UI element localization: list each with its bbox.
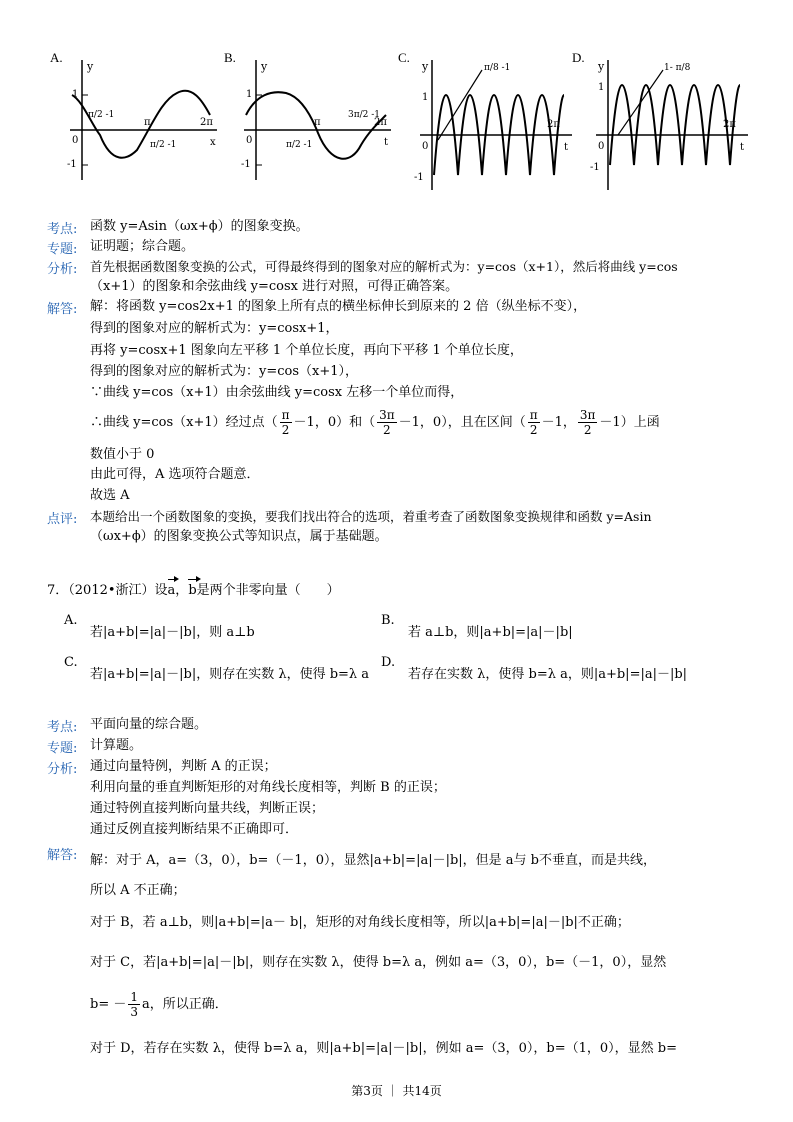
x-axis-label: t — [740, 142, 745, 153]
tick-2pi: 2π — [200, 117, 213, 128]
y-axis-label: y — [261, 60, 268, 73]
q7-option-d-text: 若存在实数 λ，使得 b=λ a，则|a+b|=|a|－|b| — [408, 667, 688, 682]
text-seg: －1 — [541, 415, 563, 430]
page-footer: 第3页 ｜ 共14页 — [351, 1084, 442, 1098]
tick-2pi: 2π — [723, 119, 736, 130]
text-seg: ）上函 — [620, 415, 660, 430]
q7-zhuanti: 计算题。 — [90, 738, 143, 753]
point-label: π/8 -1 — [484, 63, 511, 73]
q6-jieda-line7: 数值小于 0 — [90, 447, 155, 462]
q6-kaodian: 函数 y=Asin（ωx+ϕ）的图象变换。 — [90, 219, 309, 234]
q7-option-a-text: 若|a+b|=|a|－|b|，则 a⊥b — [90, 625, 255, 640]
q6-jieda-line9: 故选 A — [90, 488, 130, 503]
q6-fenxi-tag: 分析: — [47, 262, 78, 277]
q7-kaodian: 平面向量的综合题。 — [90, 717, 208, 732]
text-seg: －1 — [599, 415, 621, 430]
q7-jieda-line1: 解：对于 A，a=（3，0），b=（－1，0），显然|a+b|=|a|－|b|，但是 a与 b不垂直，而是共线， — [90, 853, 657, 868]
fraction: $\frac{3\pi}{2}$ — [579, 408, 596, 437]
tick-1: 1 — [72, 89, 79, 100]
tick-pi: π — [314, 117, 321, 128]
q7-title: 7．（2012•浙江）设a，b是两个非零向量（ ） — [47, 583, 340, 598]
graph-option-b-letter: B. — [224, 50, 236, 65]
fraction: $\frac{\pi}{2}$ — [281, 408, 290, 437]
text-seg: ，0），且在区间（ — [419, 415, 526, 430]
q7-fenxi-line4: 通过反例直接判断结果不正确即可． — [90, 822, 299, 837]
fraction: $\frac{1}{3}$ — [130, 990, 138, 1019]
tick-neg1: -1 — [241, 159, 251, 170]
origin-label: 0 — [422, 141, 429, 152]
graph-option-b — [236, 55, 396, 185]
graph-option-a — [62, 55, 222, 185]
q6-zhuanti: 证明题；综合题。 — [90, 239, 195, 254]
vector-b: b — [188, 583, 197, 598]
text-seg: a，所以正确． — [142, 997, 228, 1012]
tick-2pi: 2π — [547, 119, 560, 130]
q7-option-b-text: 若 a⊥b，则|a+b|=|a|－|b| — [408, 625, 573, 640]
graph-option-d-letter: D. — [572, 50, 585, 65]
q7-zhuanti-tag: 专题: — [47, 741, 78, 756]
vector-a: a — [167, 583, 176, 598]
text-seg: －1 — [293, 415, 315, 430]
origin-label: 0 — [246, 135, 253, 146]
graph-option-d — [588, 55, 753, 195]
y-axis-label: y — [422, 60, 429, 73]
fraction: $\frac{\pi}{2}$ — [529, 408, 538, 437]
q7-jieda-line6: 对于 D，若存在实数 λ，使得 b=λ a，则|a+b|=|a|－|b|，例如 a=（3，0），b=（1，0），显然 b= — [90, 1041, 678, 1056]
text-seg: －1 — [398, 415, 420, 430]
text-seg: ∴曲线 y=cos（x+1）经过点（ — [90, 415, 278, 430]
q7-fenxi-tag: 分析: — [47, 762, 78, 777]
q7-fenxi-line2: 利用向量的垂直判断矩形的对角线长度相等，判断 B 的正误； — [90, 780, 446, 795]
origin-label: 0 — [598, 141, 605, 152]
q6-dianping-line1: 本题给出一个函数图象的变换，要我们找出符合的选项，着重考查了函数图象变换规律和函数 y=Asin — [90, 509, 652, 524]
tick-neg1: -1 — [414, 172, 424, 183]
q7-option-a-letter: A. — [64, 613, 78, 628]
q6-jieda-line2: 得到的图象对应的解析式为：y=cosx+1， — [90, 321, 339, 336]
graph-option-a-letter: A. — [50, 50, 63, 65]
point-label: 1- π/8 — [664, 63, 691, 73]
q7-fenxi-line3: 通过特例直接判断向量共线，判断正误； — [90, 801, 325, 816]
origin-label: 0 — [72, 135, 79, 146]
text-seg: ， — [562, 415, 576, 430]
tick-1: 1 — [422, 92, 429, 103]
point-label-1: π/2 -1 — [286, 140, 313, 150]
point-label-2: π/2 -1 — [150, 140, 177, 150]
tick-1: 1 — [598, 82, 605, 93]
text-seg: ，0）和（ — [314, 415, 376, 430]
q6-dianping-tag: 点评: — [47, 512, 78, 527]
q7-jieda-line3: 对于 B，若 a⊥b，则|a+b|=|a－ b|，矩形的对角线长度相等，所以|a+b|=|a|－|b|不正确； — [90, 915, 630, 930]
q6-jieda-line8: 由此可得，A 选项符合题意． — [90, 467, 260, 482]
q7-option-b-letter: B. — [381, 613, 395, 628]
point-label-1: π/2 -1 — [88, 110, 115, 120]
y-axis-label: y — [87, 60, 94, 73]
y-axis-label: y — [598, 60, 605, 73]
text-seg: b= － — [90, 997, 127, 1012]
q7-option-c-letter: C. — [64, 655, 78, 670]
tick-pi: π — [144, 117, 151, 128]
x-axis-label: t — [564, 142, 569, 153]
point-label-2: 3π/2 -1 — [348, 110, 381, 120]
q6-jieda-line5: ∵曲线 y=cos（x+1）由余弦曲线 y=cosx 左移一个单位而得， — [90, 385, 464, 400]
tick-neg1: -1 — [67, 159, 77, 170]
x-axis-label: x — [210, 137, 216, 148]
q6-dianping-line2: （ωx+ϕ）的图象变换公式等知识点，属于基础题。 — [90, 529, 388, 544]
graph-option-c-letter: C. — [398, 50, 410, 65]
q6-jieda-line4: 得到的图象对应的解析式为：y=cos（x+1）， — [90, 364, 359, 379]
q7-option-c-text: 若|a+b|=|a|－|b|，则存在实数 λ，使得 b=λ a — [90, 667, 370, 682]
x-axis-label: t — [384, 137, 389, 148]
q6-kaodian-tag: 考点: — [47, 222, 78, 237]
q6-fenxi-line1: 首先根据函数图象变换的公式，可得最终得到的图象对应的解析式为：y=cos（x+1），然后将曲线 y=cos — [90, 259, 678, 274]
q7-option-d-letter: D. — [381, 655, 396, 670]
tick-1: 1 — [246, 89, 253, 100]
q7-fenxi-line1: 通过向量特例，判断 A 的正误； — [90, 759, 277, 774]
q6-jieda-line3: 再将 y=cosx+1 图象向左平移 1 个单位长度，再向下平移 1 个单位长度， — [90, 343, 523, 358]
fraction: $\frac{3\pi}{2}$ — [379, 408, 395, 437]
q6-fenxi-line2: （x+1）的图象和余弦曲线 y=cosx 进行对照，可得正确答案。 — [90, 279, 459, 294]
q7-kaodian-tag: 考点: — [47, 720, 78, 735]
q7-jieda-line5 — [90, 988, 228, 1022]
q6-jieda-line6 — [90, 406, 660, 440]
tick-2pi: 2π — [374, 117, 387, 128]
q7-jieda-line2: 所以 A 不正确； — [90, 883, 186, 898]
q7-jieda-line4: 对于 C，若|a+b|=|a|－|b|，则存在实数 λ，使得 b=λ a，例如 a=（3，0），b=（－1，0），显然 — [90, 955, 667, 970]
q6-jieda-tag: 解答: — [47, 302, 78, 317]
q7-jieda-tag: 解答: — [47, 848, 78, 863]
q6-zhuanti-tag: 专题: — [47, 242, 78, 257]
graph-option-c — [412, 55, 577, 195]
tick-neg1: -1 — [590, 162, 600, 173]
q6-jieda-line1: 解：将函数 y=cos2x+1 的图象上所有点的横坐标伸长到原来的 2 倍（纵坐标不变）， — [90, 299, 587, 314]
